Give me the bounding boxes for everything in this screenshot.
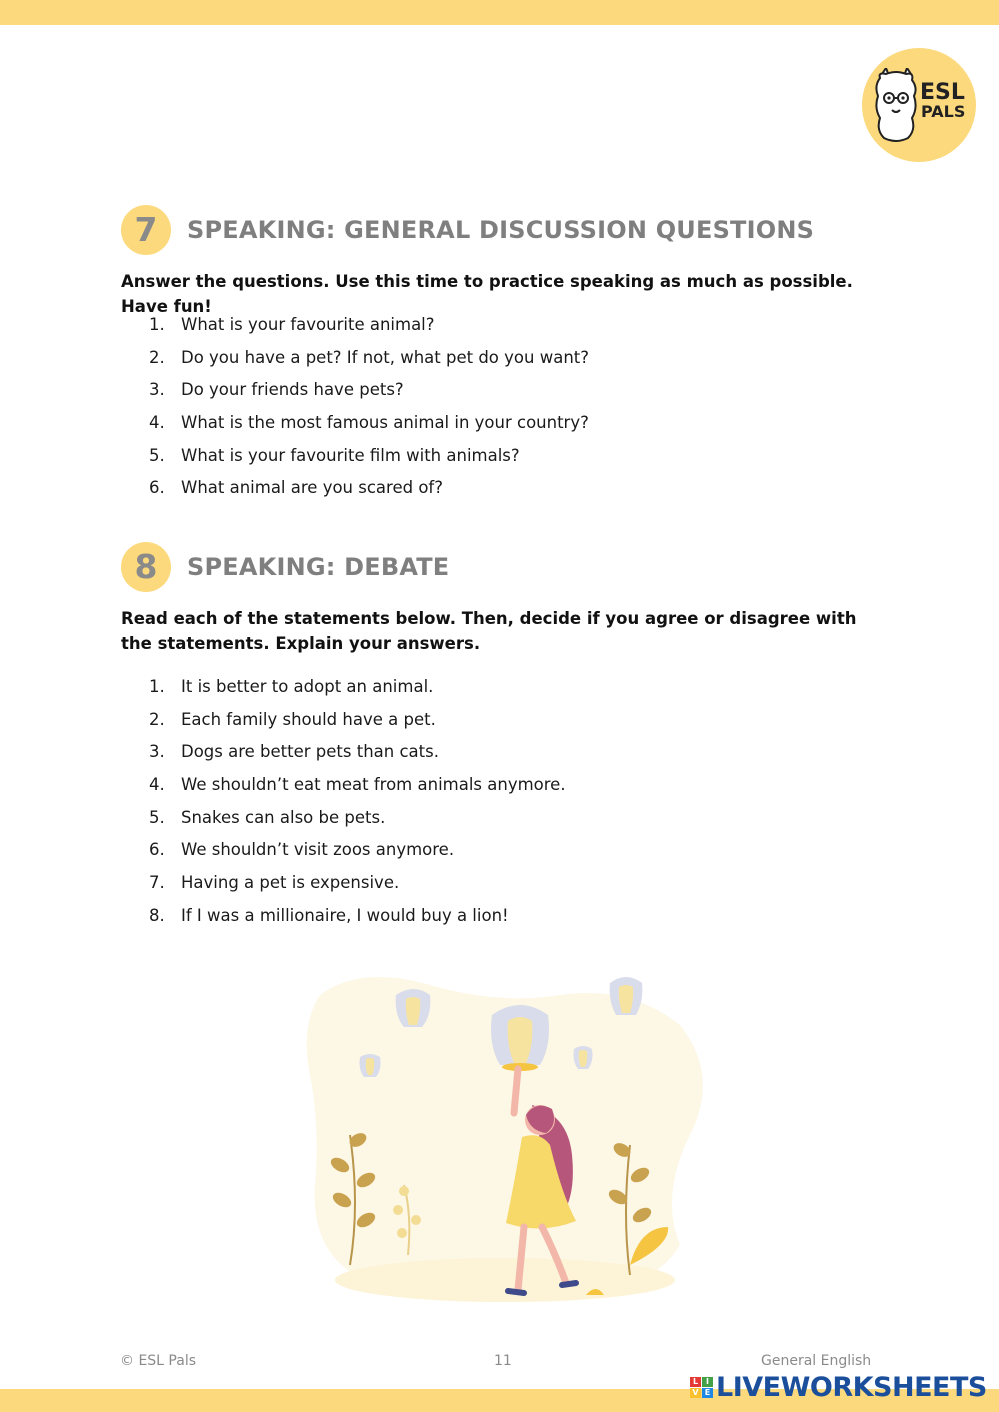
list-item-text: Dogs are better pets than cats.	[181, 742, 439, 762]
list-item-text: It is better to adopt an animal.	[181, 677, 434, 696]
logo-line-1: ESL	[920, 80, 965, 105]
list-item-number: 5.	[149, 445, 165, 465]
lantern-icon	[491, 1005, 549, 1071]
footer-course-name: General English	[761, 1353, 872, 1369]
list-item-text: Snakes can also be pets.	[181, 807, 386, 827]
section-7-instruction: Answer the questions. Use this time to practice speaking as much as possible. Have fun!	[121, 272, 853, 316]
list-item-number: 3.	[149, 742, 165, 762]
list-item-number: 1.	[149, 315, 165, 334]
list-item-number: 3.	[149, 380, 165, 400]
logo-line-2: PALS	[921, 102, 966, 121]
list-item-number: 4.	[149, 775, 165, 795]
list-item-number: 6.	[149, 840, 165, 860]
list-item-text: What is the most famous animal in your country?	[181, 413, 589, 433]
logo-wordmark	[920, 82, 965, 120]
lw-letter: V	[690, 1388, 701, 1398]
liveworksheets-logo-icon	[690, 1377, 714, 1399]
list-item-number: 2.	[149, 709, 165, 729]
list-item-number: 7.	[149, 873, 165, 893]
liveworksheets-wordmark: LIVEWORKSHEETS	[716, 1372, 987, 1403]
section-title: SPEAKING: GENERAL DISCUSSION QUESTIONS	[187, 216, 815, 244]
section-number-badge: 8	[121, 542, 171, 592]
esl-pals-logo	[862, 48, 976, 162]
list-item-text: Do your friends have pets?	[181, 380, 404, 400]
list-item-number: 1.	[149, 677, 165, 696]
list-item-text: We shouldn’t visit zoos anymore.	[181, 840, 455, 860]
lw-letter: I	[702, 1377, 713, 1387]
footer-copyright: © ESL Pals	[120, 1353, 197, 1369]
list-item-number: 5.	[149, 807, 165, 827]
section-number-badge: 7	[121, 205, 171, 255]
list-item-text: If I was a millionaire, I would buy a lion!	[181, 905, 509, 925]
list-item-number: 6.	[149, 478, 165, 498]
lw-letter: L	[690, 1377, 701, 1387]
footer-page-number: 11	[494, 1353, 512, 1369]
list-item-number: 8.	[149, 905, 165, 925]
list-item-text: We shouldn’t eat meat from animals anymore.	[181, 775, 566, 795]
lw-letter: E	[702, 1388, 713, 1398]
llama-icon	[874, 68, 918, 142]
list-item-text: What is your favourite film with animals?	[181, 445, 520, 465]
list-item-number: 4.	[149, 413, 165, 433]
girl-with-lanterns-illustration	[300, 965, 710, 1314]
list-item-text: Do you have a pet? If not, what pet do you want?	[181, 347, 590, 367]
list-item-number: 2.	[149, 347, 165, 367]
list-item-text: What is your favourite animal?	[181, 315, 435, 334]
list-item-text: Having a pet is expensive.	[181, 873, 400, 893]
top-accent-bar	[0, 0, 999, 25]
section-title: SPEAKING: DEBATE	[187, 553, 450, 581]
list-item-text: Each family should have a pet.	[181, 709, 436, 729]
list-item-text: What animal are you scared of?	[181, 478, 443, 498]
section-8-instruction: Read each of the statements below. Then, decide if you agree or disagree with the statements. Explain your answers.	[121, 609, 857, 653]
